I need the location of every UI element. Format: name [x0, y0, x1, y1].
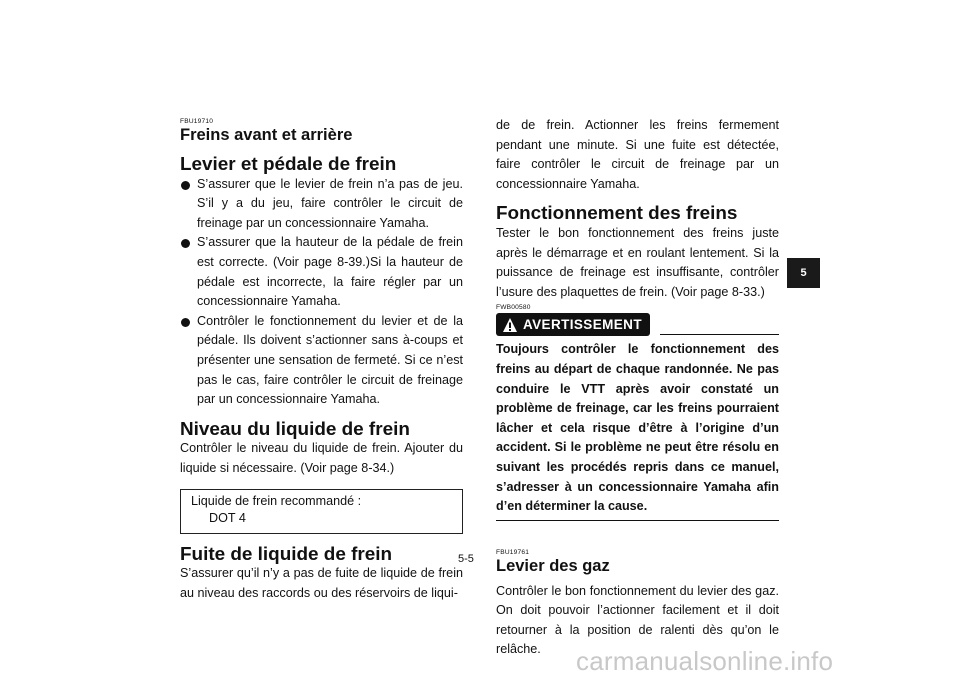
section-code: FBU19710 — [180, 118, 214, 125]
bullet-item: S’assurer que la hauteur de la pédale de frein est correcte. (Voir page 8-39.)Si la hauteur de pédale est incorrecte, la faire régler par un concessionnaire Yamaha. — [180, 233, 463, 311]
bullet-item: Contrôler le fonctionnement du levier et de la pédale. Ils doivent s’actionner sans à-coups et présenter une sensation de fermeté. Si ce n’est pas le cas, faire contrôler le circuit de freinage par un concessionnaire Yamaha. — [180, 312, 463, 410]
leak-text: S’assurer qu’il n’y a pas de fuite de liquide de frein au niveau des raccords ou des réservoirs de liqui- — [180, 566, 463, 600]
warning-rule — [660, 334, 779, 335]
bullet-dot-icon — [181, 318, 190, 327]
bullet-dot-icon — [181, 181, 190, 190]
left-column — [180, 118, 463, 603]
fluid-heading: Niveau du liquide de frein — [180, 418, 410, 440]
warning-header — [496, 313, 779, 336]
warning-label: AVERTISSEMENT — [523, 317, 642, 333]
watermark: carmanualsonline.info — [576, 646, 834, 676]
spec-box — [180, 489, 463, 534]
warning-text: Toujours contrôler le fonctionnement des freins au départ de chaque randonnée. Ne pas conduire le VTT après avoir constaté un problème de freinage, car les freins pourraient lâcher et cela risque d’être à l’origine d’un accident. Si le problème ne peut être résolu en suivant les procédés repris dans ce manuel, s’adresser à un concessionnaire Yamaha afin d’en déterminer la cause. — [496, 340, 779, 520]
spec-value: DOT 4 — [209, 510, 246, 525]
continued-text: de de frein. Actionner les freins fermement pendant une minute. Si une fuite est détectée, faire contrôler le circuit de freinage par un concessionnaire Yamaha. — [496, 118, 779, 191]
right-column — [496, 116, 779, 660]
leak-heading: Fuite de liquide de frein — [180, 543, 393, 565]
warning-code: FWB00580 — [496, 304, 531, 312]
throttle-title: Levier des gaz — [496, 556, 610, 575]
chapter-tab: 5 — [787, 258, 820, 288]
bullet-item: S’assurer que le levier de frein n’a pas de jeu. S’il y a du jeu, faire contrôler le circuit de freinage par un concessionnaire Yamaha. — [180, 175, 463, 234]
function-heading: Fonctionnement des freins — [496, 203, 738, 225]
lever-bullet-list — [180, 175, 463, 410]
function-text: Tester le bon fonctionnement des freins juste après le démarrage et en roulant lentement. Si la puissance de freinage est insuffisante, contrôler l’usure des plaquettes de frein. (Voir page 8-33.) — [496, 225, 779, 299]
throttle-code: FBU19761 — [496, 548, 530, 556]
warning-badge — [496, 313, 650, 336]
page-number: 5-5 — [458, 553, 474, 565]
spec-label: Liquide de frein recommandé : — [191, 493, 362, 508]
fluid-text: Contrôler le niveau du liquide de frein. Ajouter du liquide si nécessaire. (Voir page 8-34.) — [180, 441, 463, 475]
bullet-dot-icon — [181, 239, 190, 248]
section-title: Freins avant et arrière — [180, 126, 353, 144]
lever-heading: Levier et pédale de frein — [180, 154, 397, 175]
throttle-text: Contrôler le bon fonctionnement du levier des gaz. On doit pouvoir l’actionner facilement et il doit retourner à la position de ralenti dès qu’on le relâche. — [496, 583, 779, 657]
warning-triangle-icon — [502, 317, 518, 333]
